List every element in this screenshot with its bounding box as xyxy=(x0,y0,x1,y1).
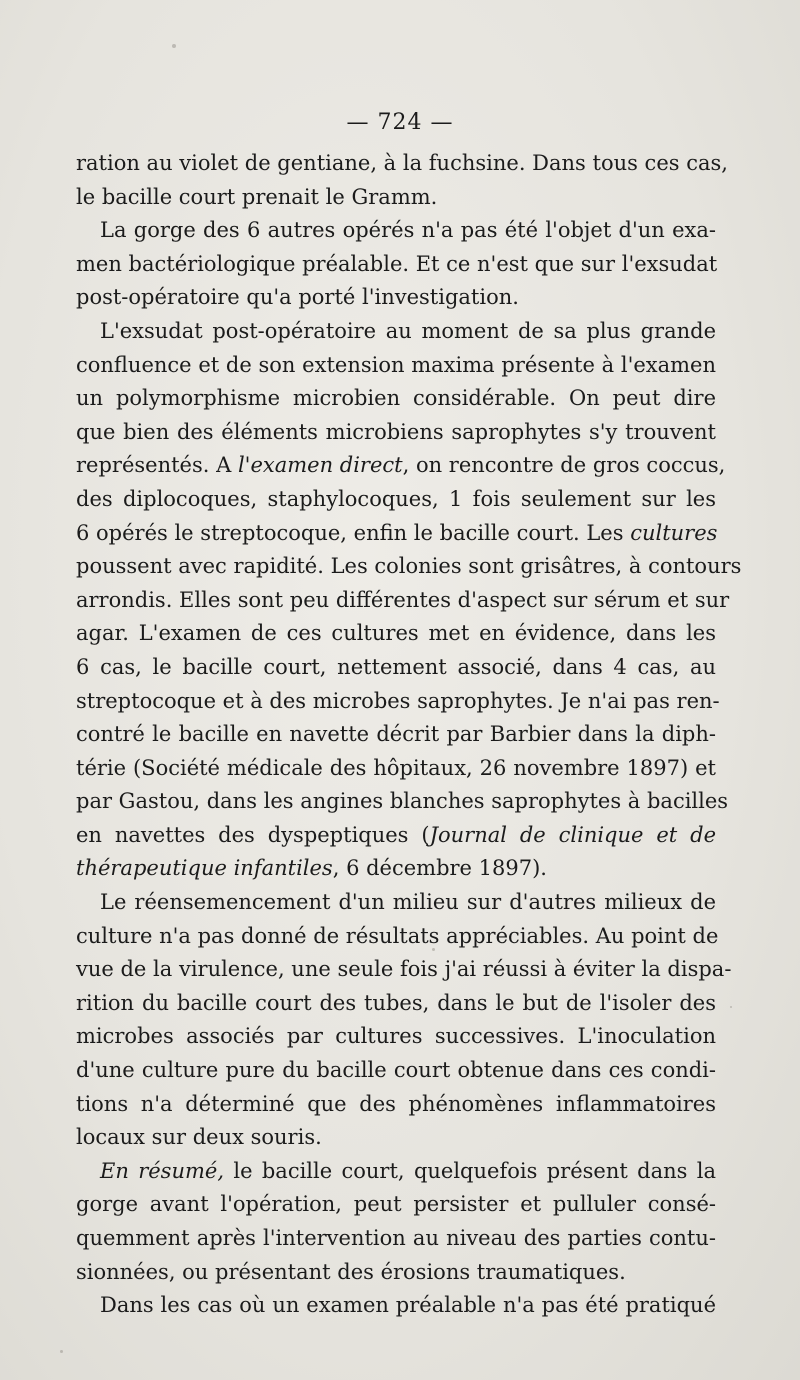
text-line xyxy=(76,517,716,551)
text-segment: par Gastou, dans les angines blanches saprophytes à bacilles xyxy=(76,789,729,814)
text-line xyxy=(76,1121,716,1155)
text-segment: agar. L'examen de ces cultures met en évidence, dans les xyxy=(76,621,716,646)
text-segment: gorge avant l'opération, peut persister et pulluler consé- xyxy=(76,1192,716,1217)
text-line xyxy=(76,584,730,618)
text-line xyxy=(76,987,716,1021)
text-segment: men bactériologique préalable. Et ce n'est que sur l'exsudat xyxy=(76,251,718,276)
page-number: — 724 — xyxy=(346,110,454,135)
text-segment: en navettes des dyspeptiques ( xyxy=(76,822,430,847)
text-line xyxy=(76,1088,716,1122)
text-segment: , on rencontre de gros coccus, xyxy=(402,453,726,478)
text-segment: d'une culture pure du bacille court obtenue dans ces condi- xyxy=(76,1058,716,1083)
text-line xyxy=(76,1155,716,1189)
text-line xyxy=(76,416,716,450)
italic-text: l'examen direct xyxy=(237,453,403,478)
text-line xyxy=(76,819,716,853)
text-segment: un polymorphisme microbien considérable. On peut dire xyxy=(76,386,716,411)
italic-text: cultures xyxy=(630,520,718,545)
text-segment: sionnées, ou présentant des érosions traumatiques. xyxy=(76,1259,626,1284)
text-line xyxy=(76,1222,716,1256)
text-segment: L'exsudat post-opératoire au moment de sa plus grande xyxy=(100,318,716,343)
text-line xyxy=(76,1289,716,1323)
italic-text: Journal de clinique et de xyxy=(429,822,717,847)
text-segment: quemment après l'intervention au niveau des parties contu- xyxy=(76,1226,716,1250)
text-line xyxy=(76,886,716,920)
text-line xyxy=(76,852,716,886)
text-line xyxy=(76,349,716,383)
text-segment: post-opératoire qu'a porté l'investigation. xyxy=(76,285,519,310)
text-line xyxy=(76,550,742,584)
text-segment: représentés. A xyxy=(76,453,238,478)
text-line xyxy=(76,449,726,483)
text-segment: rition du bacille court des tubes, dans le but de l'isoler des xyxy=(76,990,716,1015)
text-line xyxy=(76,953,732,987)
text-segment: culture n'a pas donné de résultats appréciables. Au point de xyxy=(76,923,719,948)
text-segment: térie (Société médicale des hôpitaux, 26 novembre 1897) et xyxy=(76,755,716,780)
text-segment: des diplocoques, staphylocoques, 1 fois seulement sur les xyxy=(76,486,716,511)
text-segment: , 6 décembre 1897). xyxy=(332,856,547,881)
text-line xyxy=(76,685,720,719)
paper-speck xyxy=(172,44,176,48)
text-segment: 6 cas, le bacille court, nettement associé, dans 4 cas, au xyxy=(76,654,716,679)
text-line xyxy=(76,281,716,315)
body-text xyxy=(76,147,742,1323)
text-segment: Le réensemencement d'un milieu sur d'autres milieux de xyxy=(100,890,716,915)
text-segment: le bacille court, quelquefois présent dans la xyxy=(224,1158,716,1183)
paper-speck xyxy=(60,1350,63,1353)
text-line xyxy=(76,651,716,685)
text-line xyxy=(76,785,729,819)
text-segment: ration au violet de gentiane, à la fuchsine. Dans tous ces cas, xyxy=(76,151,728,175)
paper-speck xyxy=(730,1006,732,1008)
text-line xyxy=(76,382,716,416)
text-line xyxy=(76,483,716,517)
text-segment: La gorge des 6 autres opérés n'a pas été l'objet d'un exa- xyxy=(100,218,716,243)
text-segment: tions n'a déterminé que des phénomènes inflammatoires xyxy=(76,1091,716,1116)
text-line xyxy=(76,920,719,954)
text-line xyxy=(76,248,716,282)
text-line xyxy=(76,752,716,786)
text-line xyxy=(76,214,716,248)
text-segment: le bacille court prenait le Gramm. xyxy=(76,184,438,209)
text-segment: Dans les cas où un examen préalable n'a pas été pratiqué xyxy=(100,1293,716,1318)
text-line xyxy=(76,1256,716,1290)
text-line xyxy=(76,617,716,651)
italic-text: thérapeutique infantiles xyxy=(76,856,333,881)
italic-text: En résumé, xyxy=(100,1158,224,1183)
text-segment: 6 opérés le streptocoque, enfin le bacille court. Les xyxy=(76,520,631,545)
text-segment: que bien des éléments microbiens saprophytes s'y trouvent xyxy=(76,419,716,444)
text-line xyxy=(76,147,728,181)
text-line xyxy=(76,718,716,752)
text-segment: poussent avec rapidité. Les colonies sont grisâtres, à contours xyxy=(76,554,742,579)
text-line xyxy=(76,315,716,349)
text-segment: microbes associés par cultures successives. L'inoculation xyxy=(76,1024,716,1049)
text-segment: streptocoque et à des microbes saprophytes. Je n'ai pas ren- xyxy=(76,688,720,713)
text-segment: arrondis. Elles sont peu différentes d'aspect sur sérum et sur xyxy=(76,587,730,612)
text-line xyxy=(76,1054,716,1088)
text-line xyxy=(76,181,716,215)
text-segment: vue de la virulence, une seule fois j'ai réussi à éviter la dispa- xyxy=(76,957,732,982)
text-segment: locaux sur deux souris. xyxy=(76,1125,322,1150)
text-line xyxy=(76,1188,716,1222)
text-segment: confluence et de son extension maxima présente à l'examen xyxy=(76,352,716,377)
text-line xyxy=(76,1020,716,1054)
text-segment: contré le bacille en navette décrit par Barbier dans la diph- xyxy=(76,722,716,747)
